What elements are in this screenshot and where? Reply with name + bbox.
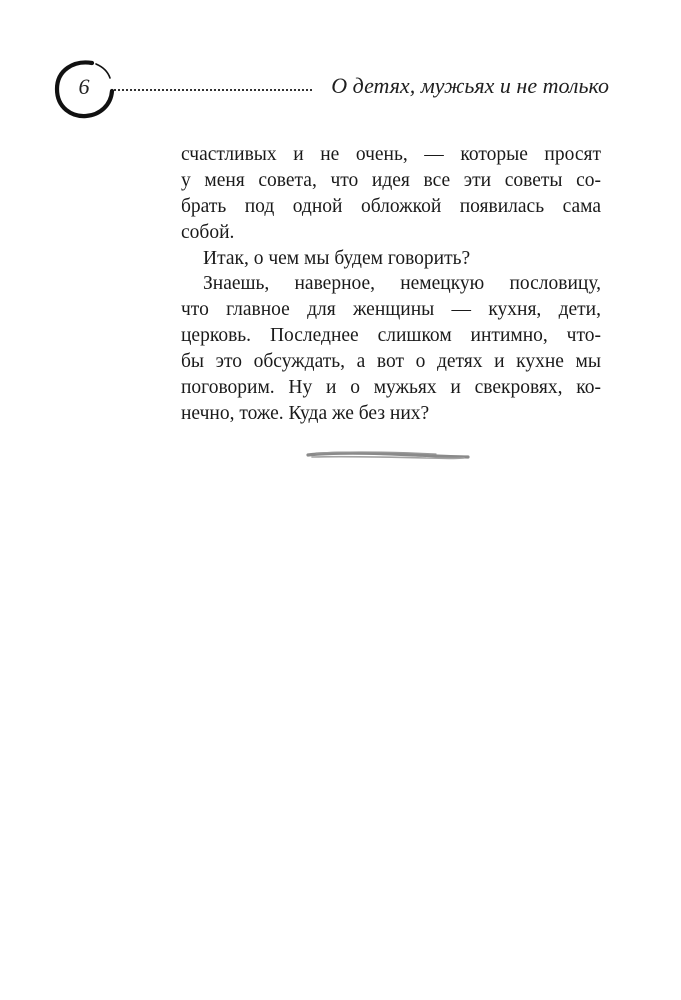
brush-circle-icon	[52, 58, 116, 120]
page-number: 6	[78, 74, 90, 99]
text-line: брать под одной обложкой появилась сама	[181, 195, 601, 217]
text-line: счастливых и не очень, — которые просят	[181, 144, 601, 165]
text-line: бы это обсуждать, а вот о детях и кухне мы	[181, 351, 601, 373]
text-line: нечно, тоже. Куда же без них?	[181, 402, 430, 424]
text-line: что главное для женщины — кухня, дети,	[181, 299, 601, 321]
running-title: О детях, мужьях и не только	[331, 73, 609, 98]
text-line: Знаешь, наверное, немецкую пословицу,	[203, 273, 601, 295]
brush-stroke-graphic	[306, 448, 470, 464]
text-line: церковь. Последнее слишком интимно, что-	[181, 325, 601, 347]
brush-stroke-divider	[306, 448, 470, 464]
running-header	[52, 58, 612, 120]
text-line: поговорим. Ну и о мужьях и свекровях, ко-	[181, 377, 601, 399]
text-line: собой.	[181, 221, 235, 243]
text-line: у меня совета, что идея все эти советы со-	[181, 169, 601, 191]
text-line: Итак, о чем мы будем говорить?	[203, 247, 471, 269]
leader-dots	[114, 89, 312, 91]
body-text	[181, 142, 601, 427]
